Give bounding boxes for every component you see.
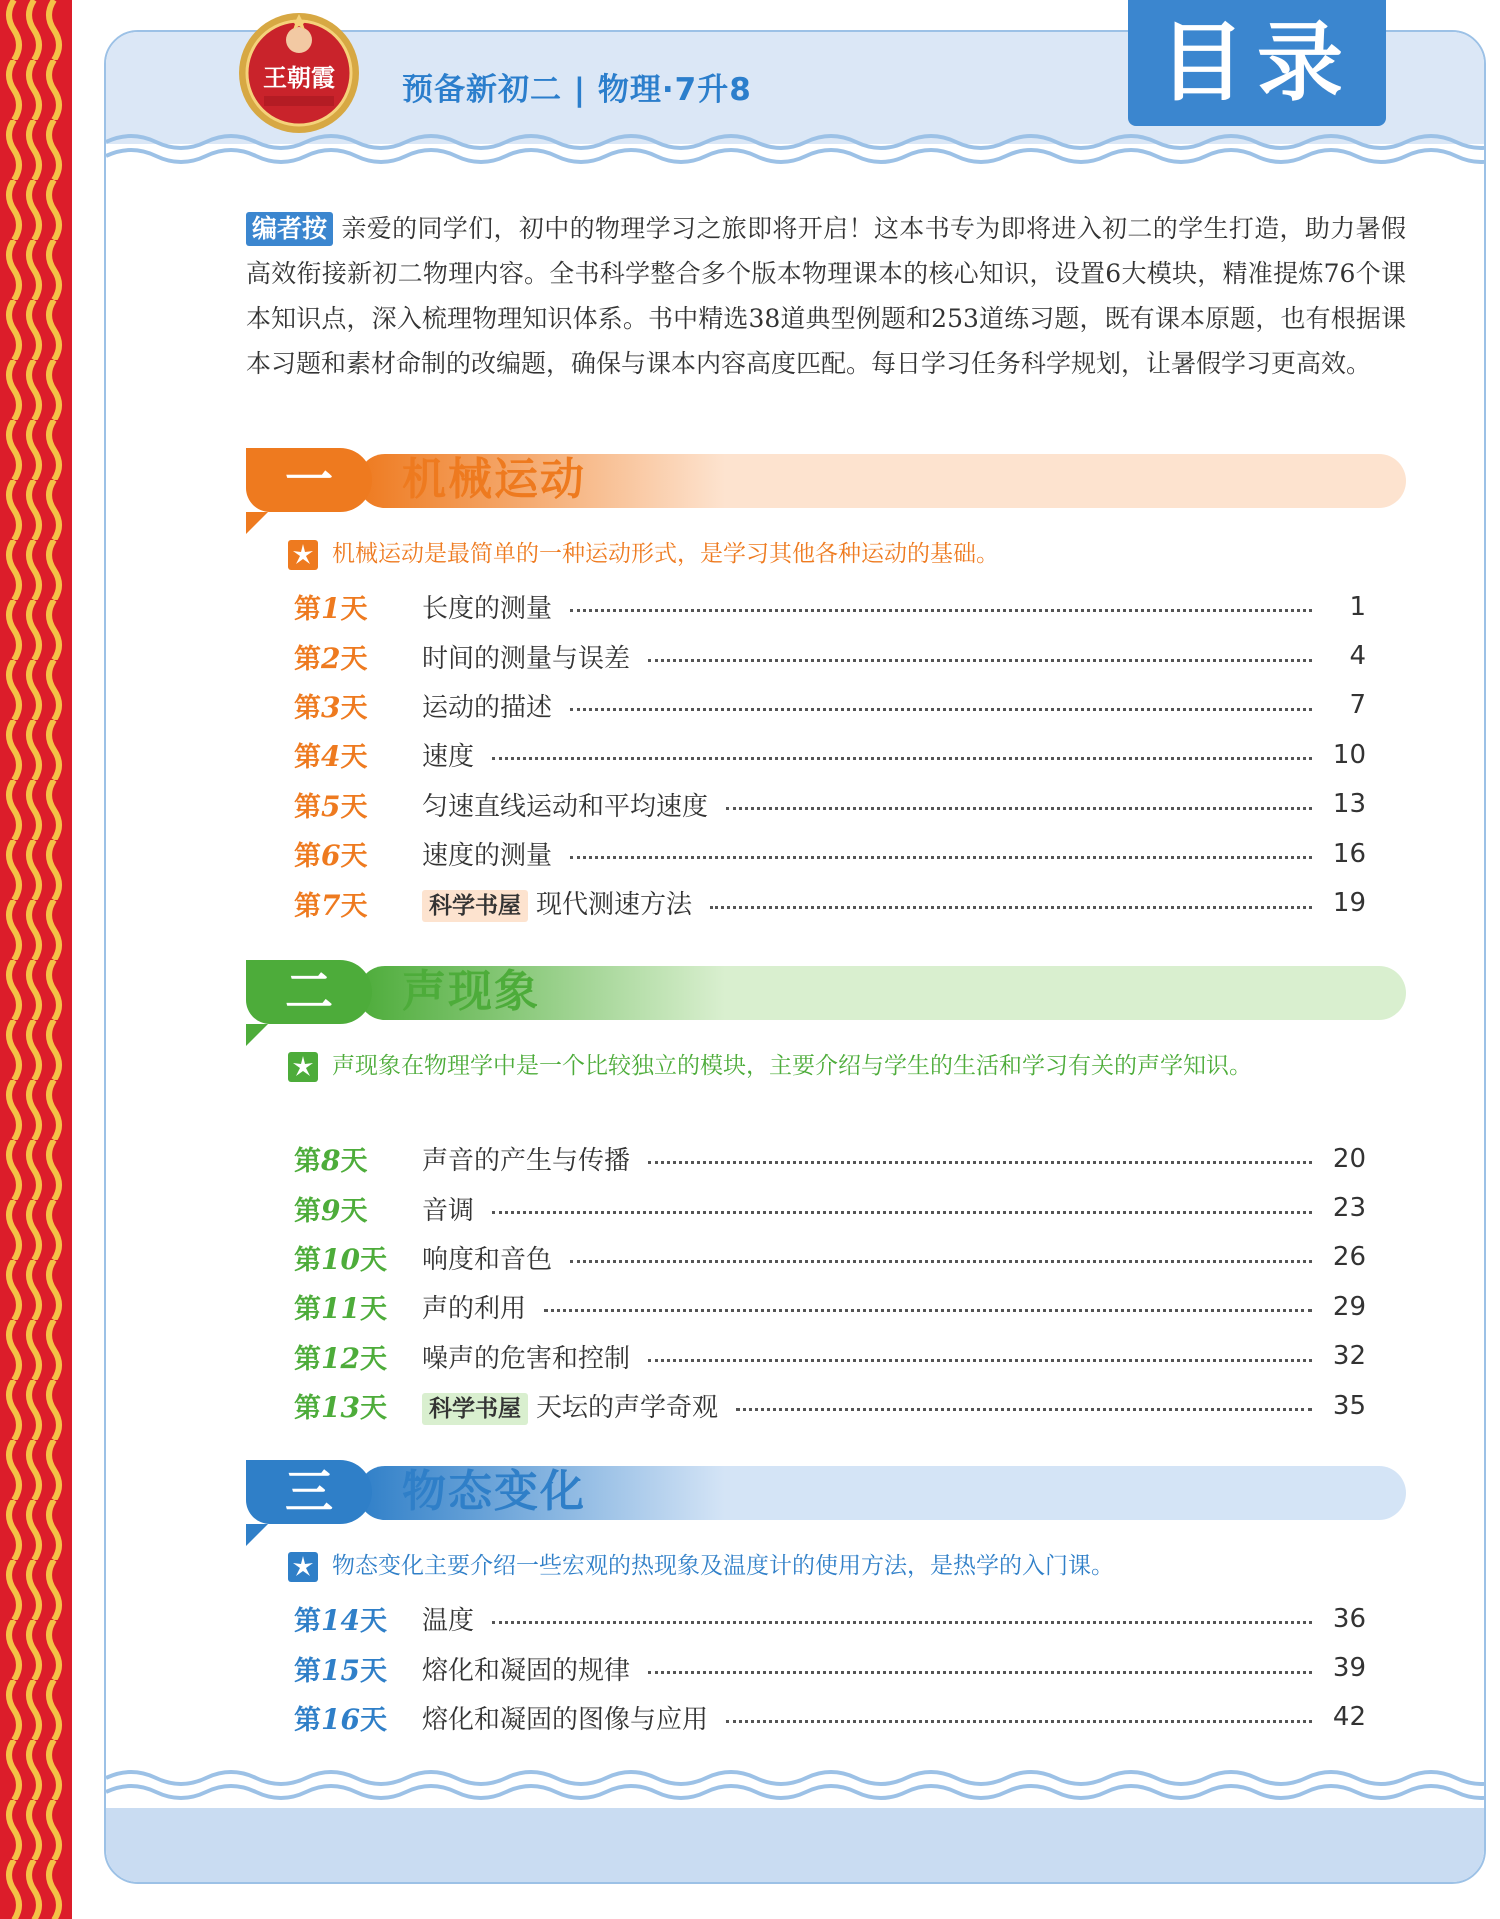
day-suffix: 天 (359, 1393, 387, 1425)
entry-title: 声音的产生与传播 (422, 1146, 631, 1177)
day-label (294, 1287, 422, 1326)
entry-topic (422, 1239, 552, 1276)
page-number: 32 (1332, 1341, 1366, 1372)
entry-topic (422, 588, 552, 625)
entry-title: 熔化和凝固的图像与应用 (422, 1704, 709, 1735)
day-suffix: 天 (359, 1655, 387, 1687)
section-number: 三 (246, 1460, 372, 1524)
entry-topic (422, 1338, 630, 1375)
toc-entry[interactable] (294, 730, 1366, 779)
section-note (288, 534, 1408, 574)
dot-leader (492, 1621, 1312, 1624)
entry-topic (422, 1140, 630, 1177)
entry-title: 匀速直线运动和平均速度 (422, 791, 709, 822)
dot-leader (648, 1161, 1312, 1164)
page-number: 35 (1332, 1390, 1366, 1421)
day-label (294, 637, 422, 676)
toc-entry[interactable] (294, 1233, 1366, 1282)
day-label (294, 1649, 422, 1688)
page-number: 4 (1349, 641, 1366, 672)
toc-entry[interactable] (294, 1693, 1366, 1742)
svg-text:王朝霞: 王朝霞 (263, 63, 335, 92)
section-title: 物态变化 (402, 1466, 586, 1517)
toc-list (294, 1594, 1366, 1742)
day-label (294, 1599, 422, 1638)
day-prefix: 第 (294, 1606, 321, 1638)
day-number: 11 (321, 1292, 360, 1326)
entry-title: 声的利用 (422, 1294, 527, 1325)
entry-title: 时间的测量与误差 (422, 643, 631, 674)
day-prefix: 第 (294, 1244, 321, 1276)
day-prefix: 第 (294, 1195, 321, 1227)
entry-topic (422, 884, 692, 922)
day-suffix: 天 (359, 1294, 387, 1326)
toc-entry[interactable] (294, 582, 1366, 631)
page-number: 1 (1349, 591, 1366, 622)
day-prefix: 第 (294, 692, 321, 724)
day-number: 14 (321, 1604, 360, 1638)
entry-topic (422, 835, 552, 872)
section-header (246, 448, 1406, 512)
entry-topic (422, 687, 552, 724)
day-suffix: 天 (340, 643, 368, 675)
section-number: 二 (246, 960, 372, 1024)
section-note (288, 1546, 1408, 1586)
day-label (294, 834, 422, 873)
entry-topic (422, 1699, 708, 1736)
day-number: 6 (321, 839, 341, 873)
section-number: 一 (246, 448, 372, 512)
page-number: 7 (1349, 690, 1366, 721)
sparkle-icon (288, 540, 318, 570)
toc-entry[interactable] (294, 780, 1366, 829)
page-number: 10 (1332, 739, 1366, 770)
day-number: 5 (321, 789, 341, 823)
toc-entry[interactable] (294, 1594, 1366, 1643)
dot-leader (570, 708, 1312, 711)
page-number: 20 (1332, 1143, 1366, 1174)
entry-title: 响度和音色 (422, 1244, 553, 1275)
entry-title: 温度 (422, 1606, 475, 1637)
day-number: 4 (321, 740, 341, 774)
day-prefix: 第 (294, 594, 321, 626)
day-number: 13 (321, 1391, 360, 1425)
day-suffix: 天 (340, 1195, 368, 1227)
dot-leader (726, 1720, 1312, 1723)
day-number: 2 (321, 641, 341, 675)
day-number: 12 (321, 1341, 360, 1375)
day-prefix: 第 (294, 1704, 321, 1736)
section-header (246, 960, 1406, 1024)
day-label (294, 735, 422, 774)
day-number: 7 (321, 888, 341, 922)
entry-topic (422, 1288, 526, 1325)
section-title: 声现象 (402, 966, 540, 1017)
entry-topic (422, 1190, 474, 1227)
toc-entry[interactable] (294, 878, 1366, 927)
entry-topic (422, 638, 630, 675)
science-book-badge: 科学书屋 (422, 890, 528, 922)
day-number: 15 (321, 1653, 360, 1687)
toc-title: 目录 (1128, 0, 1386, 126)
day-suffix: 天 (340, 791, 368, 823)
page-number: 36 (1332, 1603, 1366, 1634)
dot-leader (570, 609, 1312, 612)
day-label (294, 1386, 422, 1425)
ribbon-waves (0, 0, 72, 1919)
dot-leader (710, 906, 1312, 909)
dot-leader (492, 757, 1312, 760)
dot-leader (648, 1671, 1312, 1674)
science-book-badge: 科学书屋 (422, 1393, 528, 1425)
editor-note (246, 206, 1406, 386)
day-suffix: 天 (340, 841, 368, 873)
day-prefix: 第 (294, 890, 321, 922)
day-label (294, 1698, 422, 1737)
toc-entry[interactable] (294, 1183, 1366, 1232)
editor-note-text: 亲爱的同学们，初中的物理学习之旅即将开启！这本书专为即将进入初二的学生打造，助力暑假高效衔接新初二物理内容。全书科学整合多个版本物理课本的核心知识，设置6大模块，精准提炼76个课本知识点，深入梳理物理知识体系。书中精选38道典型例题和253道练习题，既有课本原题，也有根据课本习题和素材命制的改编题，确保与课本内容高度匹配。每日学习任务科学规划，让暑假学习更高效。 (246, 214, 1406, 378)
dot-leader (736, 1408, 1312, 1411)
day-suffix: 天 (359, 1606, 387, 1638)
day-prefix: 第 (294, 1655, 321, 1687)
section-note-text: 声现象在物理学中是一个比较独立的模块，主要介绍与学生的生活和学习有关的声学知识。 (332, 1053, 1252, 1079)
series-title: 预备新初二 | 物理·7升8 (402, 72, 752, 108)
day-number: 10 (321, 1242, 360, 1276)
brand-seal-logo (236, 10, 362, 136)
dot-leader (492, 1211, 1312, 1214)
day-suffix: 天 (340, 742, 368, 774)
section-note-text: 物态变化主要介绍一些宏观的热现象及温度计的使用方法，是热学的入门课。 (332, 1553, 1114, 1579)
day-suffix: 天 (359, 1343, 387, 1375)
day-number: 16 (321, 1702, 360, 1736)
page-number: 13 (1332, 789, 1366, 820)
entry-title: 速度 (422, 742, 475, 773)
sparkle-icon (288, 1052, 318, 1082)
dot-leader (570, 856, 1312, 859)
day-prefix: 第 (294, 1294, 321, 1326)
page-number: 19 (1332, 888, 1366, 919)
toc-entry[interactable] (294, 1282, 1366, 1331)
dot-leader (648, 659, 1312, 662)
dot-leader (570, 1260, 1312, 1263)
entry-topic (422, 1600, 474, 1637)
day-prefix: 第 (294, 643, 321, 675)
day-prefix: 第 (294, 742, 321, 774)
editor-note-tag: 编者按 (246, 212, 333, 246)
day-number: 9 (321, 1193, 341, 1227)
day-label (294, 1189, 422, 1228)
day-suffix: 天 (359, 1244, 387, 1276)
day-suffix: 天 (340, 594, 368, 626)
footer-wave (106, 1764, 1484, 1808)
toc-entry[interactable] (294, 1332, 1366, 1381)
day-suffix: 天 (340, 890, 368, 922)
toc-entry[interactable] (294, 829, 1366, 878)
toc-list (294, 582, 1366, 928)
toc-entry[interactable] (294, 1134, 1366, 1183)
day-label (294, 884, 422, 923)
sparkle-icon (288, 1552, 318, 1582)
ribbon-border (0, 0, 72, 1919)
page-number: 16 (1332, 838, 1366, 869)
section-note-text: 机械运动是最简单的一种运动形式，是学习其他各种运动的基础。 (332, 541, 999, 567)
entry-title: 熔化和凝固的规律 (422, 1655, 631, 1686)
entry-topic (422, 786, 708, 823)
dot-leader (726, 807, 1312, 810)
day-label (294, 1238, 422, 1277)
page-number: 29 (1332, 1291, 1366, 1322)
entry-title: 速度的测量 (422, 841, 553, 872)
day-number: 1 (321, 592, 341, 626)
page-number: 26 (1332, 1242, 1366, 1273)
day-prefix: 第 (294, 791, 321, 823)
toc-entry[interactable] (294, 681, 1366, 730)
dot-leader (544, 1309, 1312, 1312)
day-number: 8 (321, 1144, 341, 1178)
entry-title: 现代测速方法 (536, 890, 693, 921)
entry-title: 音调 (422, 1195, 475, 1226)
entry-topic (422, 736, 474, 773)
day-label (294, 785, 422, 824)
entry-title: 天坛的声学奇观 (536, 1392, 719, 1423)
day-prefix: 第 (294, 841, 321, 873)
day-label (294, 1337, 422, 1376)
entry-title: 噪声的危害和控制 (422, 1343, 631, 1374)
day-suffix: 天 (340, 1146, 368, 1178)
day-prefix: 第 (294, 1146, 321, 1178)
section-header (246, 1460, 1406, 1524)
entry-title: 长度的测量 (422, 594, 553, 625)
day-label (294, 587, 422, 626)
day-label (294, 686, 422, 725)
day-suffix: 天 (340, 692, 368, 724)
dot-leader (648, 1359, 1312, 1362)
day-suffix: 天 (359, 1704, 387, 1736)
page-number: 39 (1332, 1653, 1366, 1684)
day-label (294, 1139, 422, 1178)
day-number: 3 (321, 690, 341, 724)
toc-entry[interactable] (294, 631, 1366, 680)
day-prefix: 第 (294, 1393, 321, 1425)
page-number: 42 (1332, 1702, 1366, 1733)
entry-title: 运动的描述 (422, 692, 553, 723)
toc-list (294, 1134, 1366, 1430)
toc-entry[interactable] (294, 1643, 1366, 1692)
section-note (288, 1046, 1408, 1086)
toc-entry[interactable] (294, 1381, 1366, 1430)
section-title: 机械运动 (402, 454, 586, 505)
day-prefix: 第 (294, 1343, 321, 1375)
entry-topic (422, 1387, 718, 1425)
entry-topic (422, 1650, 630, 1687)
page-number: 23 (1332, 1193, 1366, 1224)
